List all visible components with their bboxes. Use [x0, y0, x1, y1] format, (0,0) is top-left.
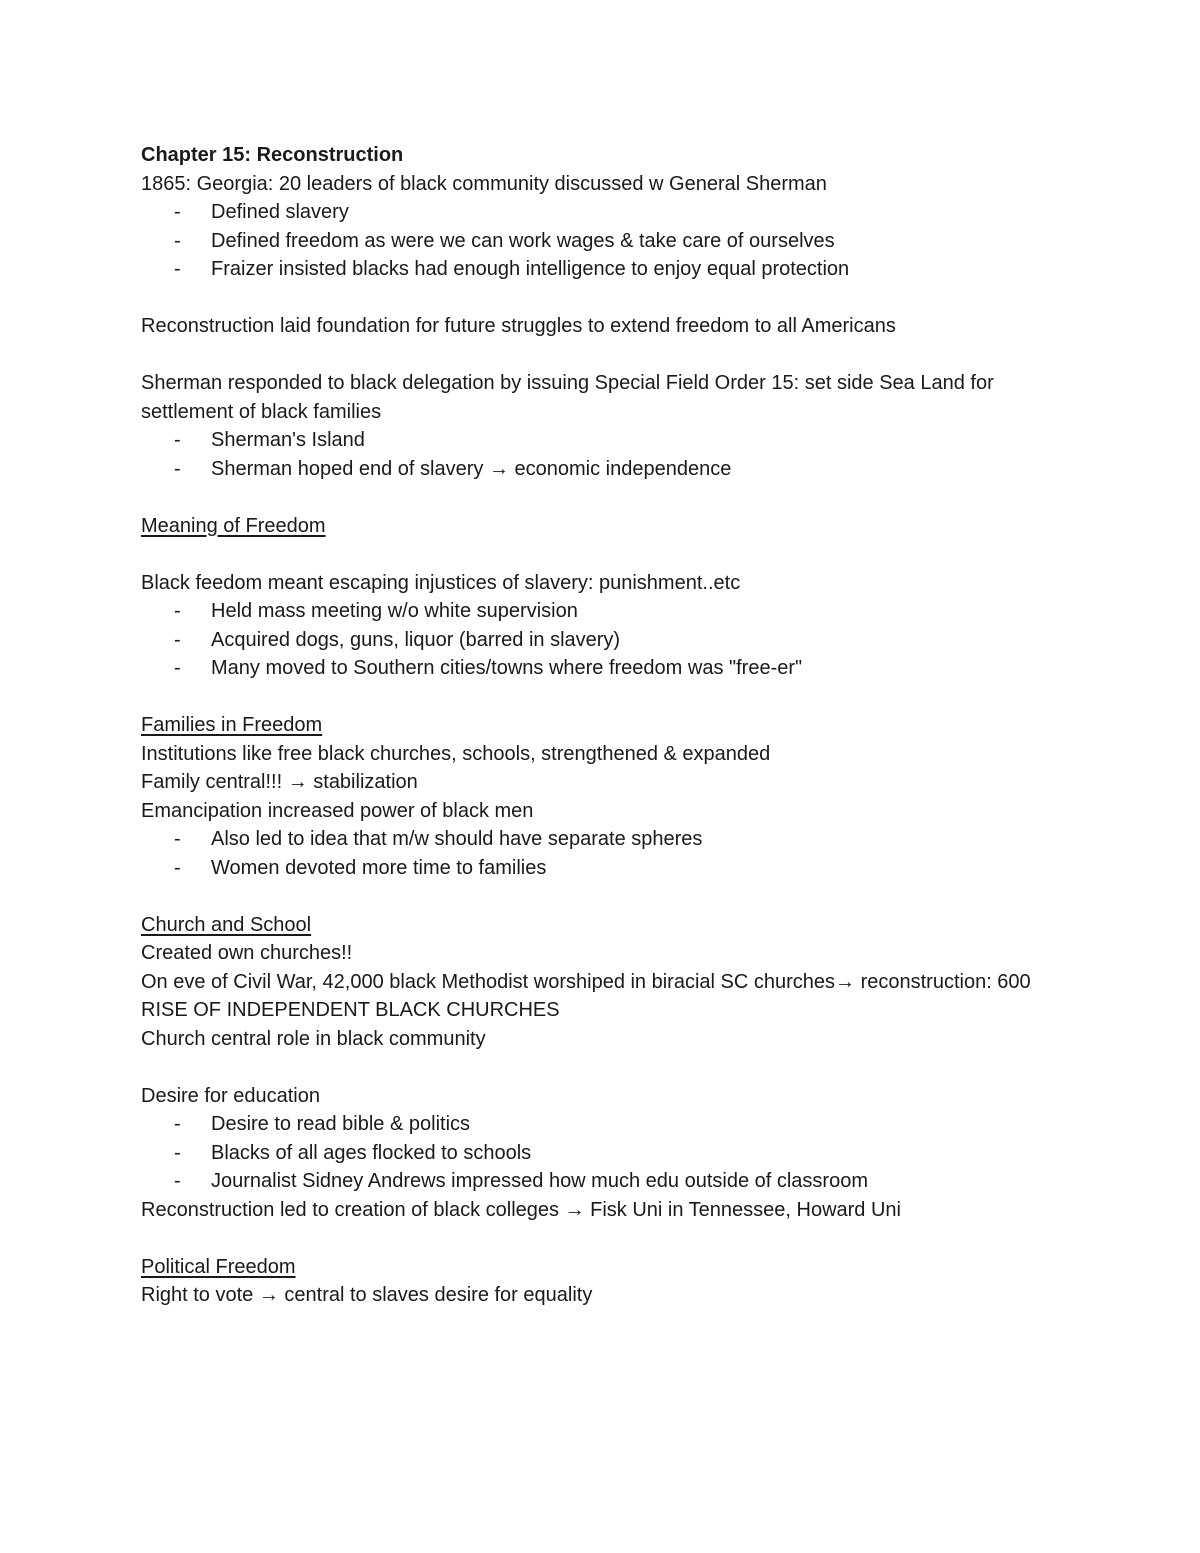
paragraph: Created own churches!!: [141, 942, 353, 964]
section-heading: Church and School: [141, 913, 312, 936]
bullet-list: [141, 597, 1081, 683]
list-item: - Desire to read bible & politics: [141, 1110, 1081, 1139]
paragraph: On eve of Civil War, 42,000 black Methodist worshiped in biracial SC churches→ reconstruction: 600: [141, 970, 1031, 993]
list-item: - Women devoted more time to families: [141, 854, 1081, 883]
bullet-dash: -: [174, 457, 181, 480]
list-item: - Acquired dogs, guns, liquor (barred in slavery): [141, 626, 1081, 655]
bullet-dash: -: [174, 229, 181, 252]
list-item: - Also led to idea that m/w should have separate spheres: [141, 825, 1081, 854]
paragraph: Reconstruction led to creation of black colleges → Fisk Uni in Tennessee, Howard Uni: [141, 1198, 901, 1221]
section-heading: Political Freedom: [141, 1255, 296, 1278]
bullet-list: [141, 825, 1081, 882]
list-item: - Blacks of all ages flocked to schools: [141, 1139, 1081, 1168]
paragraph: Family central!!! → stabilization: [141, 771, 418, 793]
document-body: [141, 141, 1081, 1310]
bullet-list: [141, 426, 1081, 483]
bullet-list: [141, 198, 1081, 284]
bullet-dash: -: [174, 828, 181, 850]
bullet-dash: -: [174, 600, 181, 622]
paragraph: Emancipation increased power of black men: [141, 799, 534, 822]
list-item: - Sherman's Island: [141, 426, 1081, 455]
paragraph: Sherman responded to black delegation by issuing Special Field Order 15: set side Sea Land for settlement of black families: [141, 372, 994, 423]
paragraph: Reconstruction laid foundation for future struggles to extend freedom to all Americans: [141, 315, 896, 337]
bullet-dash: -: [174, 1141, 181, 1164]
section-heading: Families in Freedom: [141, 714, 323, 736]
bullet-dash: -: [174, 1113, 181, 1135]
list-item: - Defined slavery: [141, 198, 1081, 227]
list-item: - Many moved to Southern cities/towns where freedom was "free-er": [141, 654, 1081, 683]
paragraph: Black feedom meant escaping injustices of slavery: punishment..etc: [141, 571, 741, 594]
list-item: - Fraizer insisted blacks had enough intelligence to enjoy equal protection: [141, 255, 1081, 284]
list-item: - Defined freedom as were we can work wages & take care of ourselves: [141, 227, 1081, 256]
bullet-dash: -: [174, 657, 181, 679]
bullet-list: [141, 1110, 1081, 1196]
section-intro: 1865: Georgia: 20 leaders of black community discussed w General Sherman: [141, 172, 827, 195]
bullet-dash: -: [174, 1170, 181, 1192]
paragraph: Desire for education: [141, 1084, 320, 1107]
page-title: Chapter 15: Reconstruction: [141, 144, 404, 166]
paragraph: Church central role in black community: [141, 1027, 486, 1050]
list-item: - Journalist Sidney Andrews impressed how much edu outside of classroom: [141, 1167, 1081, 1196]
list-item: - Held mass meeting w/o white supervision: [141, 597, 1081, 626]
bullet-dash: -: [174, 258, 181, 280]
bullet-dash: -: [174, 429, 181, 451]
bullet-dash: -: [174, 856, 181, 879]
bullet-dash: -: [174, 628, 181, 651]
paragraph: RISE OF INDEPENDENT BLACK CHURCHES: [141, 999, 560, 1021]
section-heading: Meaning of Freedom: [141, 514, 326, 537]
bullet-dash: -: [174, 201, 181, 223]
paragraph: Right to vote → central to slaves desire for equality: [141, 1284, 593, 1306]
list-item: - Sherman hoped end of slavery → economic independence: [141, 455, 1081, 484]
paragraph: Institutions like free black churches, schools, strengthened & expanded: [141, 742, 771, 765]
